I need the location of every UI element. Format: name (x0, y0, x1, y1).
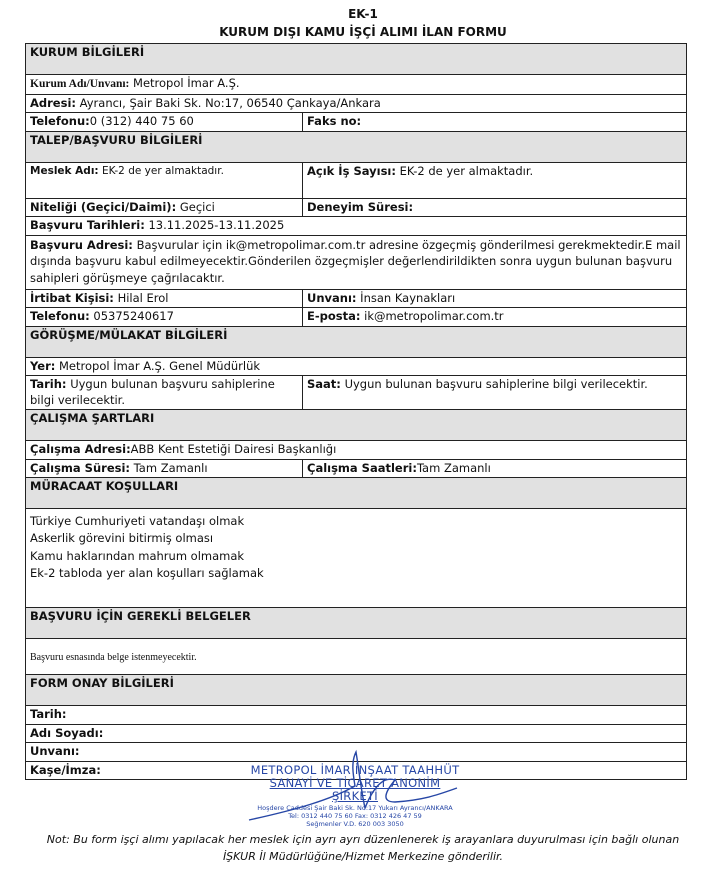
footer-note-line-2: İŞKUR İl Müdürlüğüne/Hizmet Merkezine gönderilir. (222, 849, 504, 863)
footer-note (30, 832, 696, 865)
section-muracaat: MÜRACAAT KOŞULLARI (26, 478, 687, 509)
row-gorusme-saat: Saat: Uygun bulunan başvuru sahiplerine bilgi verilecektir. (303, 376, 687, 410)
stamp-line-1: METROPOL İMAR İNŞAAT TAAHHÜT (250, 763, 460, 777)
row-deneyim: Deneyim Süresi: (303, 198, 687, 217)
row-adres: Adresi: Ayrancı, Şair Baki Sk. No:17, 06540 Çankaya/Ankara (26, 94, 687, 113)
section-kurum: KURUM BİLGİLERİ (26, 44, 687, 75)
stamp-line-5: Seğmenler V.D. 620 003 3050 (306, 819, 404, 828)
row-calisma-suresi: Çalışma Süresi: Tam Zamanlı (26, 459, 303, 478)
list-item: Kamu haklarından mahrum olmamak (30, 548, 245, 563)
row-basvuru-tarihleri: Başvuru Tarihleri: 13.11.2025-13.11.2025 (26, 217, 687, 236)
section-belgeler: BAŞVURU İÇİN GEREKLİ BELGELER (26, 608, 687, 639)
row-acik-is: Açık İş Sayısı: EK-2 de yer almaktadır. (303, 162, 687, 198)
row-telefon: Telefonu:0 (312) 440 75 60 (26, 113, 303, 132)
row-faks: Faks no: (303, 113, 687, 132)
footer-note-line-1: Not: Bu form işçi alımı yapılacak her meslek için ayrı ayrı düzenlenerek iş arayanlara duyurulması için bağlı olunan (46, 833, 680, 846)
row-nitelik: Niteliği (Geçici/Daimi): Geçici (26, 198, 303, 217)
row-basvuru-adresi: Başvuru Adresi: Başvurular için ik@metropolimar.com.tr adresine özgeçmiş gönderilmesi gerekmektedir.E mail dışında başvuru kabul edilmeyecektir.Gönderilen özgeçmişler değerlendirildikten sonra uygun bulunan başvuru sahipleri görüşmeye çağrılacaktır. (26, 235, 687, 289)
row-kurum-adi: Kurum Adı/Unvanı: Metropol İmar A.Ş. (26, 75, 687, 95)
section-onay: FORM ONAY BİLGİLERİ (26, 675, 687, 706)
row-irtibat: İrtibat Kişisi: Hilal Erol (26, 289, 303, 308)
stamp-line-2: SANAYİ VE TİCARET ANONİM ŞİRKETİ (269, 776, 441, 804)
row-onay-adsoyad: Adı Soyadı: (26, 724, 687, 743)
section-calisma: ÇALIŞMA ŞARTLARI (26, 410, 687, 441)
list-item: Türkiye Cumhuriyeti vatandaşı olmak (30, 514, 245, 529)
row-calisma-saatleri: Çalışma Saatleri:Tam Zamanlı (303, 459, 687, 478)
row-belgeler: Başvuru esnasında belge istenmeyecektir. (26, 639, 687, 675)
form-code: EK-1 (348, 7, 378, 21)
stamp-line-3: Hoşdere Caddesi Şair Baki Sk. No:17 Yukarı Ayrancı/ANKARA (257, 803, 453, 812)
signature-icon (235, 744, 475, 824)
announcement-form (25, 43, 687, 780)
form-title: KURUM DIŞI KAMU İŞÇİ ALIMI İLAN FORMU (219, 25, 507, 39)
row-onay-tarih: Tarih: (26, 706, 687, 725)
stamp-line-4: Tel: 0312 440 75 60 Fax: 0312 426 47 59 (288, 811, 422, 820)
row-gorusme-yer: Yer: Metropol İmar A.Ş. Genel Müdürlük (26, 357, 687, 376)
row-onay-kase: Kaşe/İmza: (26, 761, 687, 780)
row-muracaat-list (26, 509, 687, 608)
row-gorusme-tarih: Tarih: Uygun bulunan başvuru sahiplerine bilgi verilecektir. (26, 376, 303, 410)
section-talep: TALEP/BAŞVURU BİLGİLERİ (26, 131, 687, 162)
row-calisma-adresi: Çalışma Adresi:ABB Kent Estetiği Dairesi Başkanlığı (26, 441, 687, 460)
list-item: Askerlik görevini bitirmiş olması (30, 531, 214, 546)
row-irtibat-telefon: Telefonu: 05375240617 (26, 308, 303, 327)
list-item: Ek-2 tabloda yer alan koşulları sağlamak (30, 565, 264, 580)
section-gorusme: GÖRÜŞME/MÜLAKAT BİLGİLERİ (26, 326, 687, 357)
row-eposta: E-posta: ik@metropolimar.com.tr (303, 308, 687, 327)
row-onay-unvan: Unvanı: (26, 743, 687, 762)
row-meslek: Meslek Adı: EK-2 de yer almaktadır. (26, 162, 303, 198)
row-unvan: Unvanı: İnsan Kaynakları (303, 289, 687, 308)
company-stamp (245, 764, 465, 828)
